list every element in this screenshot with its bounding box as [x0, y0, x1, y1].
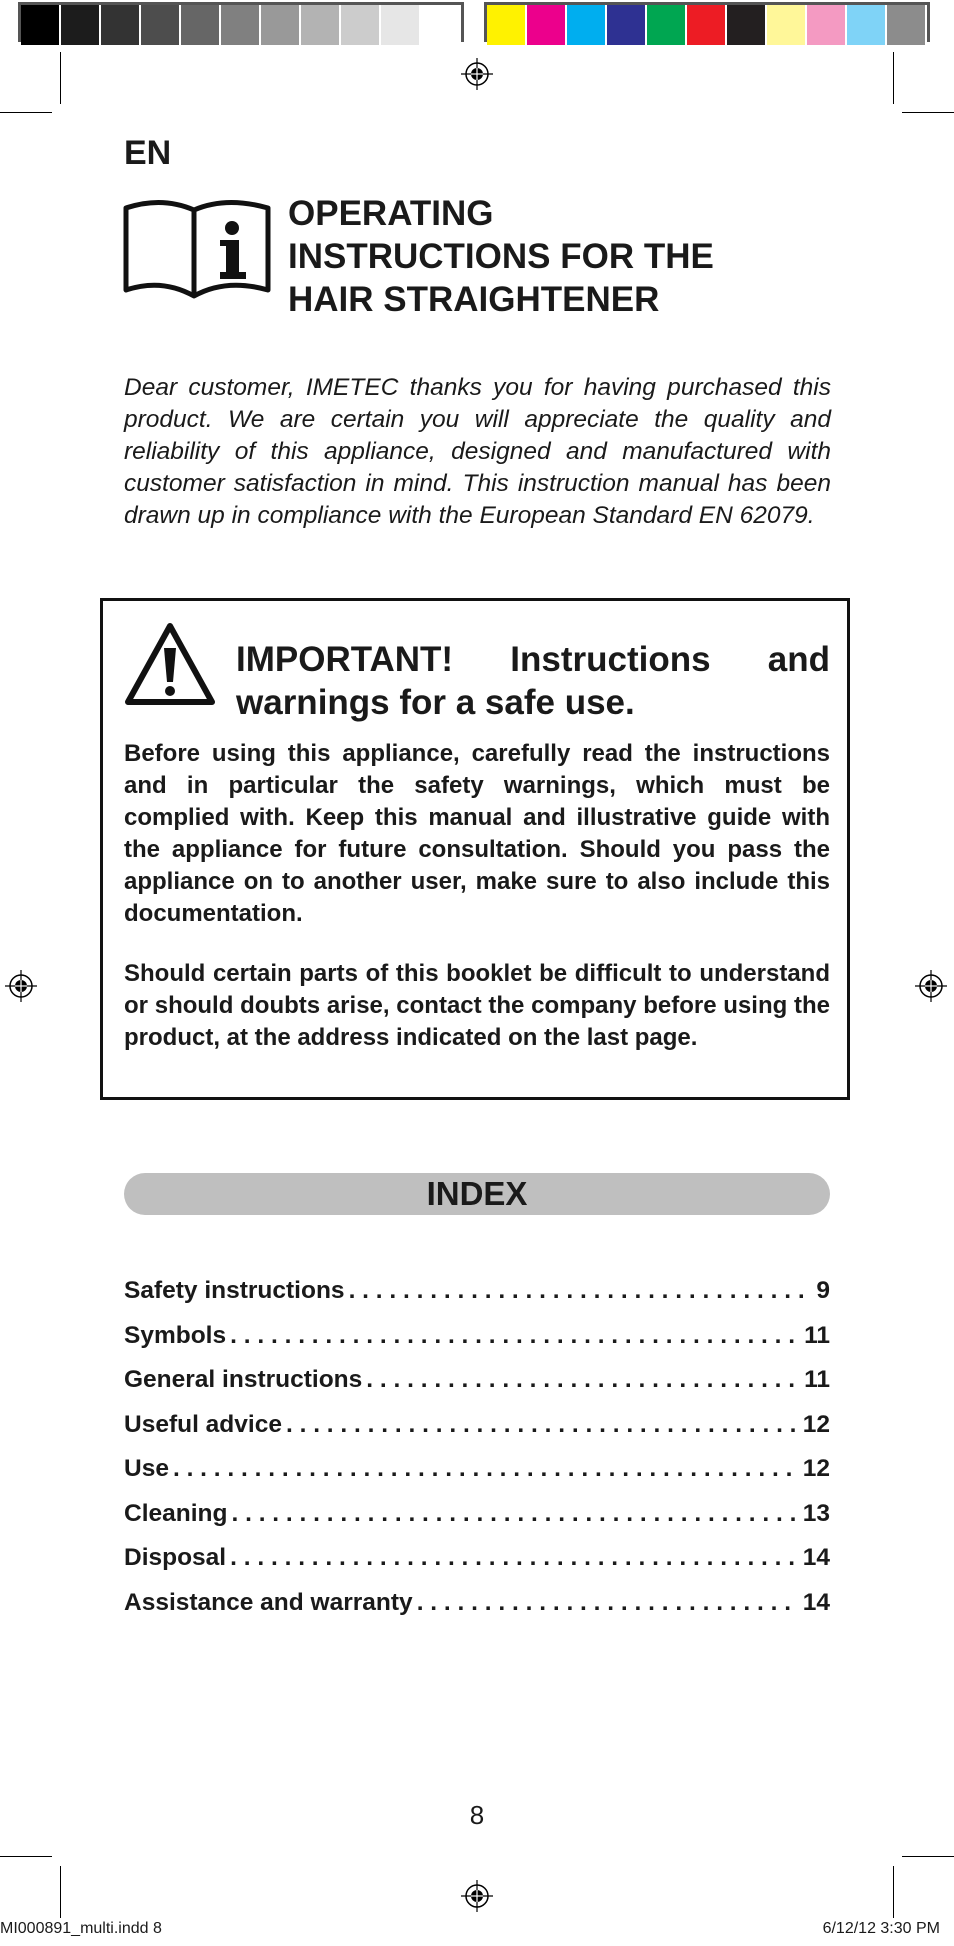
date-slug: 6/12/12 3:30 PM [822, 1920, 940, 1937]
toc-entry[interactable] [124, 1322, 830, 1367]
color-swatch [527, 5, 567, 45]
color-swatch [381, 5, 421, 45]
warning-paragraph: Before using this appliance, carefully read the instructions and in particular the safety warnings, which must be complied with. Keep this manual and illustrative guide with the appliance for future consultation. Should you pass the appliance on to another user, make sure to also include this documentation. [124, 740, 830, 927]
color-swatch [301, 5, 341, 45]
toc-leader [230, 1544, 799, 1572]
color-bar [484, 2, 930, 42]
toc-label: Assistance and warranty [124, 1588, 413, 1616]
index-heading: INDEX [124, 1173, 830, 1215]
toc-entry[interactable] [124, 1589, 830, 1634]
crop-mark [0, 1856, 52, 1857]
title-line: HAIR STRAIGHTENER [288, 280, 660, 319]
page-number: 8 [469, 1800, 485, 1830]
registration-mark-icon [5, 970, 37, 1002]
crop-mark [902, 1856, 954, 1857]
warning-title-word: Instructions [510, 640, 711, 679]
color-swatch [807, 5, 847, 45]
color-swatch [221, 5, 261, 45]
toc-page: 9 [816, 1277, 830, 1304]
toc-leader [173, 1455, 799, 1483]
registration-mark-icon [461, 1880, 493, 1912]
color-swatch [21, 5, 61, 45]
color-swatch [887, 5, 927, 45]
toc-leader [366, 1366, 800, 1394]
color-swatch [567, 5, 607, 45]
color-swatch [261, 5, 301, 45]
toc-label: General instructions [124, 1366, 363, 1393]
toc-label: Cleaning [124, 1499, 228, 1527]
color-swatch [341, 5, 381, 45]
toc-entry[interactable] [124, 1500, 830, 1545]
toc-leader [230, 1322, 800, 1350]
title-line: INSTRUCTIONS FOR THE [288, 237, 714, 276]
language-code: EN [124, 134, 172, 172]
intro-paragraph: Dear customer, IMETEC thanks you for having purchased this product. We are certain you will appreciate the quality and reliability of this appliance, designed and manufactured with customer satisfaction in mind. This instruction manual has been drawn up in compliance with the European Standard EN 62079. [124, 374, 831, 529]
color-swatch [487, 5, 527, 45]
color-swatch [101, 5, 141, 45]
warning-paragraph: Should certain parts of this booklet be difficult to understand or should doubts arise, contact the company before using the product, at the address indicated on the last page. [124, 960, 830, 1051]
toc-label: Disposal [124, 1544, 227, 1571]
table-of-contents [124, 1277, 830, 1633]
toc-leader [231, 1500, 798, 1528]
crop-mark [893, 52, 894, 104]
book-info-icon [122, 194, 272, 304]
color-swatch [421, 5, 461, 45]
toc-page: 11 [804, 1321, 830, 1349]
color-swatch [181, 5, 221, 45]
grayscale-bar [18, 2, 464, 42]
crop-mark [60, 52, 61, 104]
toc-entry[interactable] [124, 1366, 830, 1411]
color-swatch [607, 5, 647, 45]
toc-entry[interactable] [124, 1277, 830, 1322]
toc-page: 13 [802, 1499, 830, 1527]
toc-page: 14 [802, 1544, 830, 1571]
color-swatch [647, 5, 687, 45]
toc-entry[interactable] [124, 1411, 830, 1456]
color-swatch [767, 5, 807, 45]
toc-page: 14 [802, 1588, 830, 1616]
toc-leader [286, 1411, 799, 1439]
toc-label: Symbols [124, 1321, 227, 1349]
title-line: OPERATING [288, 194, 494, 233]
crop-mark [893, 1866, 894, 1918]
crop-mark [60, 1866, 61, 1918]
registration-mark-icon [915, 970, 947, 1002]
crop-mark [0, 112, 52, 113]
registration-mark-icon [461, 58, 493, 90]
color-swatch [847, 5, 887, 45]
toc-page: 12 [802, 1455, 830, 1482]
toc-entry[interactable] [124, 1544, 830, 1589]
warning-title-line: warnings for a safe use. [236, 683, 635, 722]
color-swatch [61, 5, 101, 45]
toc-entry[interactable] [124, 1455, 830, 1500]
file-slug: MI000891_multi.indd 8 [0, 1920, 162, 1937]
warning-triangle-icon [122, 620, 218, 708]
toc-label: Use [124, 1455, 169, 1482]
toc-leader [349, 1277, 813, 1305]
warning-title-word: and [767, 640, 830, 679]
page-title [288, 192, 808, 321]
toc-page: 12 [802, 1410, 830, 1438]
crop-mark [902, 112, 954, 113]
color-swatch [687, 5, 727, 45]
warning-title [236, 638, 830, 724]
toc-page: 11 [804, 1366, 830, 1393]
toc-leader [417, 1589, 799, 1617]
toc-label: Useful advice [124, 1410, 282, 1438]
warning-title-word: IMPORTANT! [236, 640, 454, 679]
color-swatch [141, 5, 181, 45]
color-swatch [727, 5, 767, 45]
toc-label: Safety instructions [124, 1277, 345, 1304]
